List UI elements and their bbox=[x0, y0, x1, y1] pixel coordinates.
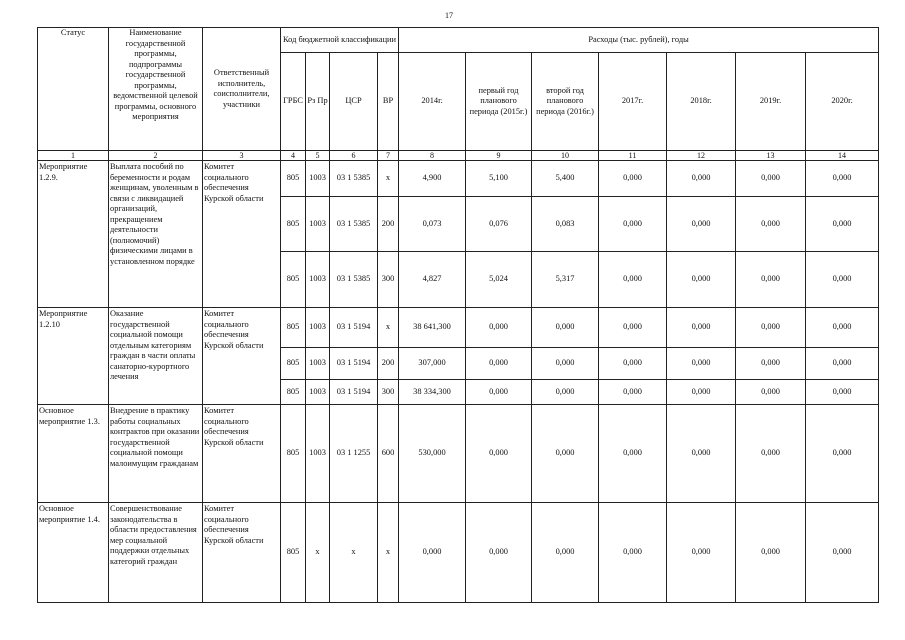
cell-grbs: 805 bbox=[281, 252, 306, 308]
cell-2014: 307,000 bbox=[399, 348, 466, 380]
cell-rzpr: 1003 bbox=[306, 348, 330, 380]
cell-2014: 0,000 bbox=[399, 503, 466, 603]
cell-2019: 0,000 bbox=[736, 348, 806, 380]
header-2016: второй год планового периода (2016г.) bbox=[532, 53, 599, 151]
cell-2014: 4,900 bbox=[399, 161, 466, 197]
header-name: Наименование государственной программы, подпрограммы государственной программы, ведомственной целевой программы, основного мероприятия bbox=[109, 28, 203, 151]
page-number: 17 bbox=[445, 11, 453, 20]
cell-2017: 0,000 bbox=[599, 348, 667, 380]
cell-2020: 0,000 bbox=[806, 252, 879, 308]
cell-csr: 03 1 1255 bbox=[330, 405, 378, 503]
column-number: 8 bbox=[399, 151, 466, 161]
cell-rzpr: 1003 bbox=[306, 161, 330, 197]
cell-2015: 0,000 bbox=[466, 380, 532, 405]
row-executor: Комитет социального обеспечения Курской области bbox=[203, 161, 281, 308]
cell-2016: 0,083 bbox=[532, 197, 599, 252]
cell-rzpr: 1003 bbox=[306, 197, 330, 252]
cell-2018: 0,000 bbox=[667, 503, 736, 603]
column-number: 1 bbox=[38, 151, 109, 161]
column-number: 13 bbox=[736, 151, 806, 161]
cell-grbs: 805 bbox=[281, 348, 306, 380]
cell-2018: 0,000 bbox=[667, 161, 736, 197]
cell-2016: 0,000 bbox=[532, 380, 599, 405]
cell-2015: 5,100 bbox=[466, 161, 532, 197]
row-status: Мероприятие 1.2.9. bbox=[38, 161, 109, 308]
cell-2016: 0,000 bbox=[532, 405, 599, 503]
row-executor: Комитет социального обеспечения Курской области bbox=[203, 503, 281, 603]
cell-2014: 530,000 bbox=[399, 405, 466, 503]
cell-rzpr: х bbox=[306, 503, 330, 603]
cell-2015: 0,000 bbox=[466, 308, 532, 348]
cell-csr: х bbox=[330, 503, 378, 603]
header-2018: 2018г. bbox=[667, 53, 736, 151]
header-2014: 2014г. bbox=[399, 53, 466, 151]
cell-csr: 03 1 5194 bbox=[330, 380, 378, 405]
header-csr: ЦСР bbox=[330, 53, 378, 151]
cell-2019: 0,000 bbox=[736, 308, 806, 348]
cell-2015: 0,000 bbox=[466, 405, 532, 503]
cell-2015: 0,076 bbox=[466, 197, 532, 252]
column-number-row bbox=[38, 151, 879, 161]
column-number: 10 bbox=[532, 151, 599, 161]
column-number: 4 bbox=[281, 151, 306, 161]
header-status: Статус bbox=[38, 28, 109, 151]
row-status: Основное мероприятие 1.4. bbox=[38, 503, 109, 603]
cell-2016: 0,000 bbox=[532, 348, 599, 380]
cell-2014: 0,073 bbox=[399, 197, 466, 252]
header-2017: 2017г. bbox=[599, 53, 667, 151]
header-expenses: Расходы (тыс. рублей), годы bbox=[399, 28, 879, 53]
cell-2020: 0,000 bbox=[806, 405, 879, 503]
cell-vr: 300 bbox=[378, 380, 399, 405]
cell-grbs: 805 bbox=[281, 161, 306, 197]
cell-vr: 200 bbox=[378, 348, 399, 380]
cell-2016: 5,317 bbox=[532, 252, 599, 308]
cell-2017: 0,000 bbox=[599, 405, 667, 503]
cell-vr: х bbox=[378, 503, 399, 603]
cell-2018: 0,000 bbox=[667, 348, 736, 380]
header-2019: 2019г. bbox=[736, 53, 806, 151]
cell-2017: 0,000 bbox=[599, 161, 667, 197]
row-executor: Комитет социального обеспечения Курской области bbox=[203, 308, 281, 405]
cell-2018: 0,000 bbox=[667, 197, 736, 252]
column-number: 5 bbox=[306, 151, 330, 161]
cell-2018: 0,000 bbox=[667, 308, 736, 348]
cell-vr: х bbox=[378, 161, 399, 197]
cell-2019: 0,000 bbox=[736, 252, 806, 308]
row-name: Выплата пособий по беременности и родам женщинам, уволенным в связи с ликвидацией организаций, прекращением деятельности (полномочий) физическими лицами в установленном порядке bbox=[109, 161, 203, 308]
header-grbs: ГРБС bbox=[281, 53, 306, 151]
cell-csr: 03 1 5385 bbox=[330, 197, 378, 252]
column-number: 12 bbox=[667, 151, 736, 161]
cell-2016: 0,000 bbox=[532, 503, 599, 603]
header-2020: 2020г. bbox=[806, 53, 879, 151]
cell-2015: 0,000 bbox=[466, 348, 532, 380]
cell-2018: 0,000 bbox=[667, 380, 736, 405]
cell-2018: 0,000 bbox=[667, 252, 736, 308]
cell-2020: 0,000 bbox=[806, 161, 879, 197]
row-name: Внедрение в практику работы социальных контрактов при оказании государственной социальной помощи малоимущим гражданам bbox=[109, 405, 203, 503]
cell-grbs: 805 bbox=[281, 405, 306, 503]
cell-rzpr: 1003 bbox=[306, 252, 330, 308]
header-budget-code: Код бюджетной классификации bbox=[281, 28, 399, 53]
cell-2016: 0,000 bbox=[532, 308, 599, 348]
cell-2020: 0,000 bbox=[806, 348, 879, 380]
cell-rzpr: 1003 bbox=[306, 308, 330, 348]
column-number: 3 bbox=[203, 151, 281, 161]
cell-vr: 300 bbox=[378, 252, 399, 308]
cell-2019: 0,000 bbox=[736, 405, 806, 503]
row-name: Совершенствование законодательства в области предоставления мер социальной поддержки отдельных категорий граждан bbox=[109, 503, 203, 603]
cell-2014: 4,827 bbox=[399, 252, 466, 308]
cell-2017: 0,000 bbox=[599, 252, 667, 308]
cell-csr: 03 1 5194 bbox=[330, 308, 378, 348]
cell-rzpr: 1003 bbox=[306, 380, 330, 405]
cell-2019: 0,000 bbox=[736, 380, 806, 405]
cell-2014: 38 334,300 bbox=[399, 380, 466, 405]
budget-table bbox=[37, 27, 879, 603]
cell-2019: 0,000 bbox=[736, 503, 806, 603]
table-row bbox=[38, 308, 879, 348]
column-number: 11 bbox=[599, 151, 667, 161]
cell-vr: 200 bbox=[378, 197, 399, 252]
cell-grbs: 805 bbox=[281, 197, 306, 252]
cell-csr: 03 1 5385 bbox=[330, 161, 378, 197]
cell-csr: 03 1 5385 bbox=[330, 252, 378, 308]
cell-vr: 600 bbox=[378, 405, 399, 503]
cell-rzpr: 1003 bbox=[306, 405, 330, 503]
row-status: Мероприятие 1.2.10 bbox=[38, 308, 109, 405]
column-number: 2 bbox=[109, 151, 203, 161]
cell-csr: 03 1 5194 bbox=[330, 348, 378, 380]
table-row bbox=[38, 405, 879, 503]
table-row bbox=[38, 161, 879, 197]
cell-grbs: 805 bbox=[281, 380, 306, 405]
cell-grbs: 805 bbox=[281, 503, 306, 603]
cell-2020: 0,000 bbox=[806, 503, 879, 603]
header-rzpr: Рз Пр bbox=[306, 53, 330, 151]
cell-2015: 0,000 bbox=[466, 503, 532, 603]
cell-2017: 0,000 bbox=[599, 503, 667, 603]
header-2015: первый год планового периода (2015г.) bbox=[466, 53, 532, 151]
cell-2017: 0,000 bbox=[599, 380, 667, 405]
cell-vr: х bbox=[378, 308, 399, 348]
row-executor: Комитет социального обеспечения Курской области bbox=[203, 405, 281, 503]
cell-2018: 0,000 bbox=[667, 405, 736, 503]
cell-2020: 0,000 bbox=[806, 197, 879, 252]
column-number: 9 bbox=[466, 151, 532, 161]
row-name: Оказание государственной социальной помощи отдельным категориям граждан в части оплаты санаторно-курортного лечения bbox=[109, 308, 203, 405]
cell-2019: 0,000 bbox=[736, 161, 806, 197]
header-executor: Ответственный исполнитель, соисполнители, участники bbox=[203, 28, 281, 151]
cell-2016: 5,400 bbox=[532, 161, 599, 197]
cell-grbs: 805 bbox=[281, 308, 306, 348]
header-vr: ВР bbox=[378, 53, 399, 151]
column-number: 7 bbox=[378, 151, 399, 161]
cell-2020: 0,000 bbox=[806, 308, 879, 348]
column-number: 14 bbox=[806, 151, 879, 161]
cell-2017: 0,000 bbox=[599, 308, 667, 348]
cell-2020: 0,000 bbox=[806, 380, 879, 405]
column-number: 6 bbox=[330, 151, 378, 161]
row-status: Основное мероприятие 1.3. bbox=[38, 405, 109, 503]
cell-2017: 0,000 bbox=[599, 197, 667, 252]
table-row bbox=[38, 503, 879, 603]
cell-2019: 0,000 bbox=[736, 197, 806, 252]
cell-2014: 38 641,300 bbox=[399, 308, 466, 348]
cell-2015: 5,024 bbox=[466, 252, 532, 308]
